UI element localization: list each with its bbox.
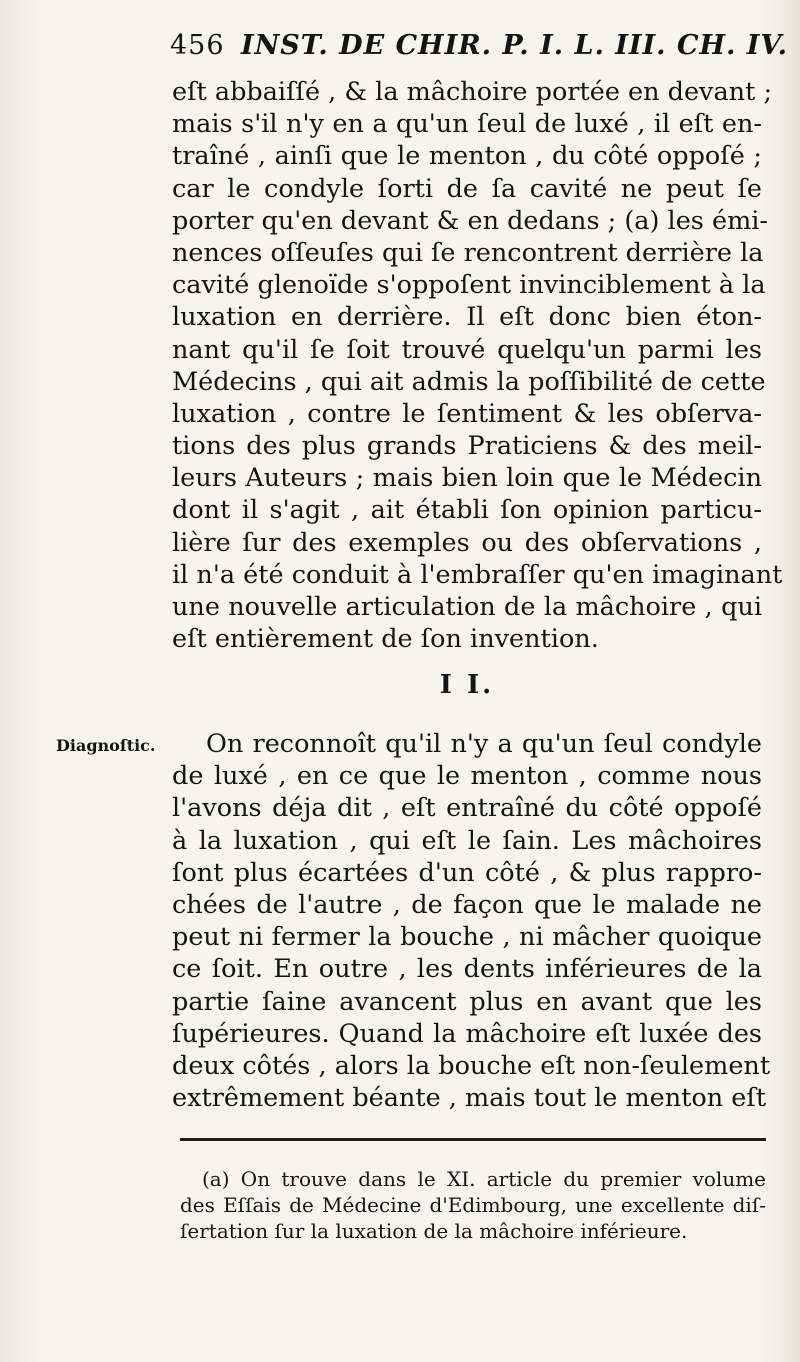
text-line: eſt entièrement de ſon invention. <box>172 624 599 655</box>
text-line: Médecins , qui ait admis la poſſibilité de cette <box>172 366 766 397</box>
footnote <box>180 1166 766 1244</box>
text-line: à la luxation , qui eſt le ſain. Les mâchoires <box>172 825 762 856</box>
footnote-line: ſertation ſur la luxation de la mâchoire inférieure. <box>180 1219 688 1243</box>
text-line: deux côtés , alors la bouche eſt non-ſeulement <box>172 1050 771 1081</box>
text-line: eſt abbaiſſé , & la mâchoire portée en devant ; <box>172 77 773 107</box>
text-line: luxation en derrière. Il eſt donc bien éton- <box>172 302 762 333</box>
text-line: mais s'il n'y en a qu'un ſeul de luxé , il eſt en- <box>172 109 762 140</box>
paragraph-continuation <box>172 76 783 655</box>
text-line: dont il s'agit , ait établi ſon opinion particu- <box>172 495 762 526</box>
text-line: de luxé , en ce que le menton , comme nous <box>172 761 762 792</box>
text-line: partie ſaine avancent plus en avant que les <box>172 986 762 1017</box>
running-title: INST. DE CHIR. P. I. L. III. CH. IV. <box>240 30 789 61</box>
running-header <box>170 30 789 74</box>
text-line: extrêmement béante , mais tout le menton eſt <box>172 1083 767 1114</box>
text-line: peut ni fermer la bouche , ni mâcher quoique <box>172 922 762 953</box>
text-line: traîné , ainſi que le menton , du côté oppoſé ; <box>172 141 762 172</box>
text-line: l'avons déja dit , eſt entraîné du côté oppoſé <box>172 793 762 824</box>
paragraph-diagnostic <box>172 728 771 1114</box>
text-line: chées de l'autre , de façon que le malade ne <box>172 889 762 920</box>
footnote-line: des Eſſais de Médecine d'Edimbourg, une excellente diſ- <box>180 1193 766 1217</box>
text-line: ce ſoit. En outre , les dents inférieures de la <box>172 954 762 985</box>
text-line: tions des plus grands Praticiens & des meil- <box>172 431 762 462</box>
text-line: leurs Auteurs ; mais bien loin que le Médecin <box>172 463 762 494</box>
footnote-line: (a) On trouve dans le XI. article du premier volume <box>202 1167 766 1191</box>
section-heading: I I. <box>439 670 495 700</box>
text-line: cavité glenoïde s'oppoſent invinciblement à la <box>172 270 766 301</box>
text-line: une nouvelle articulation de la mâchoire , qui <box>172 592 762 622</box>
text-line: On reconnoît qu'il n'y a qu'un ſeul condyle <box>206 729 762 759</box>
text-line: nant qu'il ſe ſoit trouvé quelqu'un parmi les <box>172 334 762 365</box>
footnote-rule <box>180 1138 766 1141</box>
text-line: ſont plus écartées d'un côté , & plus rappro- <box>172 857 762 888</box>
text-line: ſupérieures. Quand la mâchoire eſt luxée des <box>172 1018 762 1049</box>
margin-note: Diagnoſtic. <box>56 736 156 755</box>
text-line: car le condyle ſorti de ſa cavité ne peut ſe <box>172 173 762 204</box>
text-line: nences oſſeuſes qui ſe rencontrent derrière la <box>172 237 764 268</box>
text-line: porter qu'en devant & en dedans ; (a) les émi- <box>172 205 769 236</box>
text-line: luxation , contre le ſentiment & les obſerva- <box>172 398 762 429</box>
page-number: 456 <box>170 30 225 61</box>
text-line: il n'a été conduit à l'embraſſer qu'en imaginant <box>172 559 783 590</box>
text-line: lière ſur des exemples ou des obſervations , <box>172 527 762 558</box>
